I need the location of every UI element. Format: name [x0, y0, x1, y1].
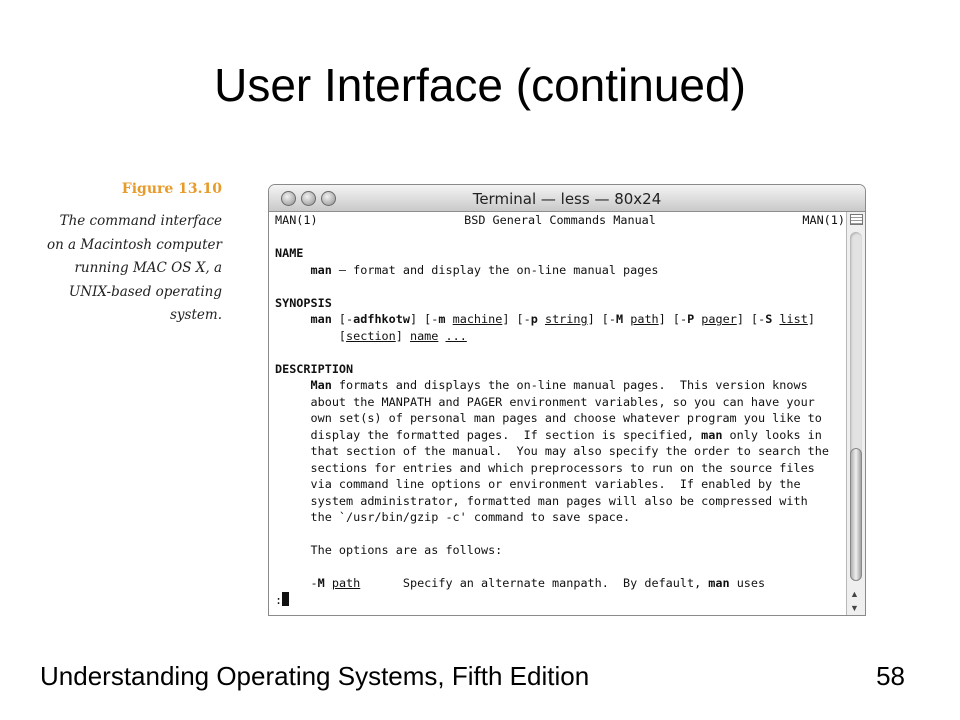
- terminal-line: [275, 427, 845, 444]
- slide-title: User Interface (continued): [214, 59, 746, 111]
- terminal-text: ] [-: [409, 312, 439, 326]
- terminal-window: [268, 184, 866, 616]
- man-header: [275, 212, 845, 229]
- terminal-line: [275, 295, 845, 312]
- terminal-line: [275, 509, 845, 526]
- terminal-text: that section of the manual. You may also specify the order to search the: [275, 444, 829, 458]
- slide-page-number: 58: [876, 661, 905, 691]
- terminal-text: ]: [807, 312, 815, 326]
- terminal-text: [275, 312, 311, 326]
- terminal-text: ] [-: [587, 312, 617, 326]
- terminal-text: – format and display the on-line manual pages: [331, 262, 659, 277]
- terminal-text: S: [765, 312, 773, 326]
- terminal-line: [275, 443, 845, 460]
- terminal-line: [275, 410, 845, 427]
- terminal-text: man: [310, 312, 332, 326]
- terminal-text: display the formatted pages. If section is specified,: [275, 427, 702, 442]
- terminal-text: system administrator, formatted man pages will also be compressed with: [275, 493, 808, 508]
- man-header-center: BSD General Commands Manual: [464, 213, 656, 227]
- terminal-text: P: [687, 312, 695, 326]
- terminal-text: M: [317, 576, 325, 590]
- terminal-line: [275, 361, 845, 378]
- terminal-text: section: [346, 328, 396, 343]
- terminal-text: [325, 576, 332, 590]
- terminal-line: [275, 559, 845, 576]
- terminal-text: ] [-: [502, 312, 531, 326]
- terminal-line: [275, 328, 845, 345]
- terminal-line: [275, 229, 845, 246]
- split-pane-icon[interactable]: [850, 214, 863, 225]
- terminal-text: Man: [310, 378, 332, 392]
- scroll-down-arrow-icon[interactable]: ▼: [850, 603, 859, 613]
- man-header-right: MAN(1): [802, 213, 845, 227]
- terminal-text: pager: [701, 312, 737, 326]
- terminal-line: [275, 526, 845, 543]
- terminal-line: [275, 460, 845, 477]
- terminal-text: p: [530, 312, 538, 326]
- terminal-text: formats and displays the on-line manual pages. This version knows: [331, 378, 808, 392]
- terminal-text: man: [701, 427, 723, 442]
- vertical-scrollbar[interactable]: [846, 212, 865, 615]
- terminal-text: own set(s) of personal man pages and choose whatever program you like to: [275, 411, 822, 425]
- terminal-text: sections for entries and which preprocessors to run on the source files: [275, 460, 815, 475]
- terminal-text: [275, 263, 311, 277]
- terminal-line: [275, 542, 845, 559]
- terminal-text: -: [275, 576, 318, 590]
- terminal-text: SYNOPSIS: [275, 295, 332, 310]
- terminal-text: Specify an alternate manpath. By default,: [360, 576, 709, 590]
- terminal-text: the `/usr/bin/gzip -c' command to save space.: [275, 510, 631, 524]
- terminal-line: [275, 278, 845, 295]
- terminal-text: uses: [729, 576, 766, 590]
- terminal-text: [538, 312, 545, 326]
- window-title: Terminal — less — 80x24: [472, 190, 662, 208]
- man-page-body: [275, 229, 845, 592]
- terminal-text: DESCRIPTION: [275, 361, 354, 376]
- terminal-text: only looks in: [722, 427, 822, 442]
- terminal-text: adfhkotw: [353, 312, 410, 326]
- window-titlebar[interactable]: [269, 185, 865, 212]
- scroll-up-arrow-icon[interactable]: ▲: [850, 589, 859, 599]
- terminal-text: via command line options or environment variables. If enabled by the: [275, 477, 801, 491]
- man-header-left: MAN(1): [275, 213, 318, 227]
- terminal-text: string: [544, 312, 588, 326]
- terminal-text: ] [-: [658, 312, 688, 326]
- terminal-text: ...: [445, 328, 467, 343]
- terminal-text: The options are as follows:: [275, 543, 503, 557]
- pager-prompt: :: [275, 592, 283, 607]
- terminal-text: [438, 329, 445, 343]
- terminal-text: ]: [395, 328, 410, 343]
- scroll-track[interactable]: [850, 232, 862, 581]
- terminal-text: name: [409, 328, 439, 343]
- terminal-line: [275, 262, 845, 279]
- scroll-thumb[interactable]: [850, 448, 862, 581]
- terminal-line: [275, 377, 845, 394]
- text-cursor: [282, 592, 289, 606]
- figure-caption-block: [40, 181, 222, 328]
- terminal-line: [275, 245, 845, 262]
- terminal-text: machine: [452, 312, 503, 326]
- terminal-text: list: [779, 312, 808, 326]
- terminal-text: [: [275, 328, 347, 343]
- terminal-text: path: [630, 312, 659, 326]
- terminal-text: [446, 312, 453, 326]
- terminal-line: [275, 493, 845, 510]
- terminal-text: ] [-: [736, 312, 766, 326]
- terminal-text: man: [310, 262, 332, 277]
- terminal-text: path: [331, 576, 361, 590]
- terminal-text: M: [616, 312, 624, 326]
- terminal-line: [275, 344, 845, 361]
- figure-label: Figure 13.10: [121, 181, 222, 197]
- terminal-text: [275, 378, 311, 392]
- terminal-line: [275, 575, 845, 592]
- slide-footer: Understanding Operating Systems, Fifth Edition: [40, 661, 590, 691]
- terminal-text: about the MANPATH and PAGER environment variables, so you can have your: [275, 394, 815, 409]
- terminal-line: [275, 394, 845, 411]
- figure-caption: The command interface on a Macintosh computer running MAC OS X, a UNIX-based operating system.: [46, 213, 222, 323]
- pager-prompt-line[interactable]: [275, 592, 845, 609]
- terminal-line: [275, 476, 845, 493]
- terminal-text: NAME: [275, 246, 304, 260]
- terminal-output[interactable]: [275, 212, 845, 615]
- terminal-line: [275, 311, 845, 328]
- terminal-text: m: [438, 312, 446, 326]
- terminal-text: [-: [331, 312, 354, 326]
- terminal-text: man: [708, 576, 730, 590]
